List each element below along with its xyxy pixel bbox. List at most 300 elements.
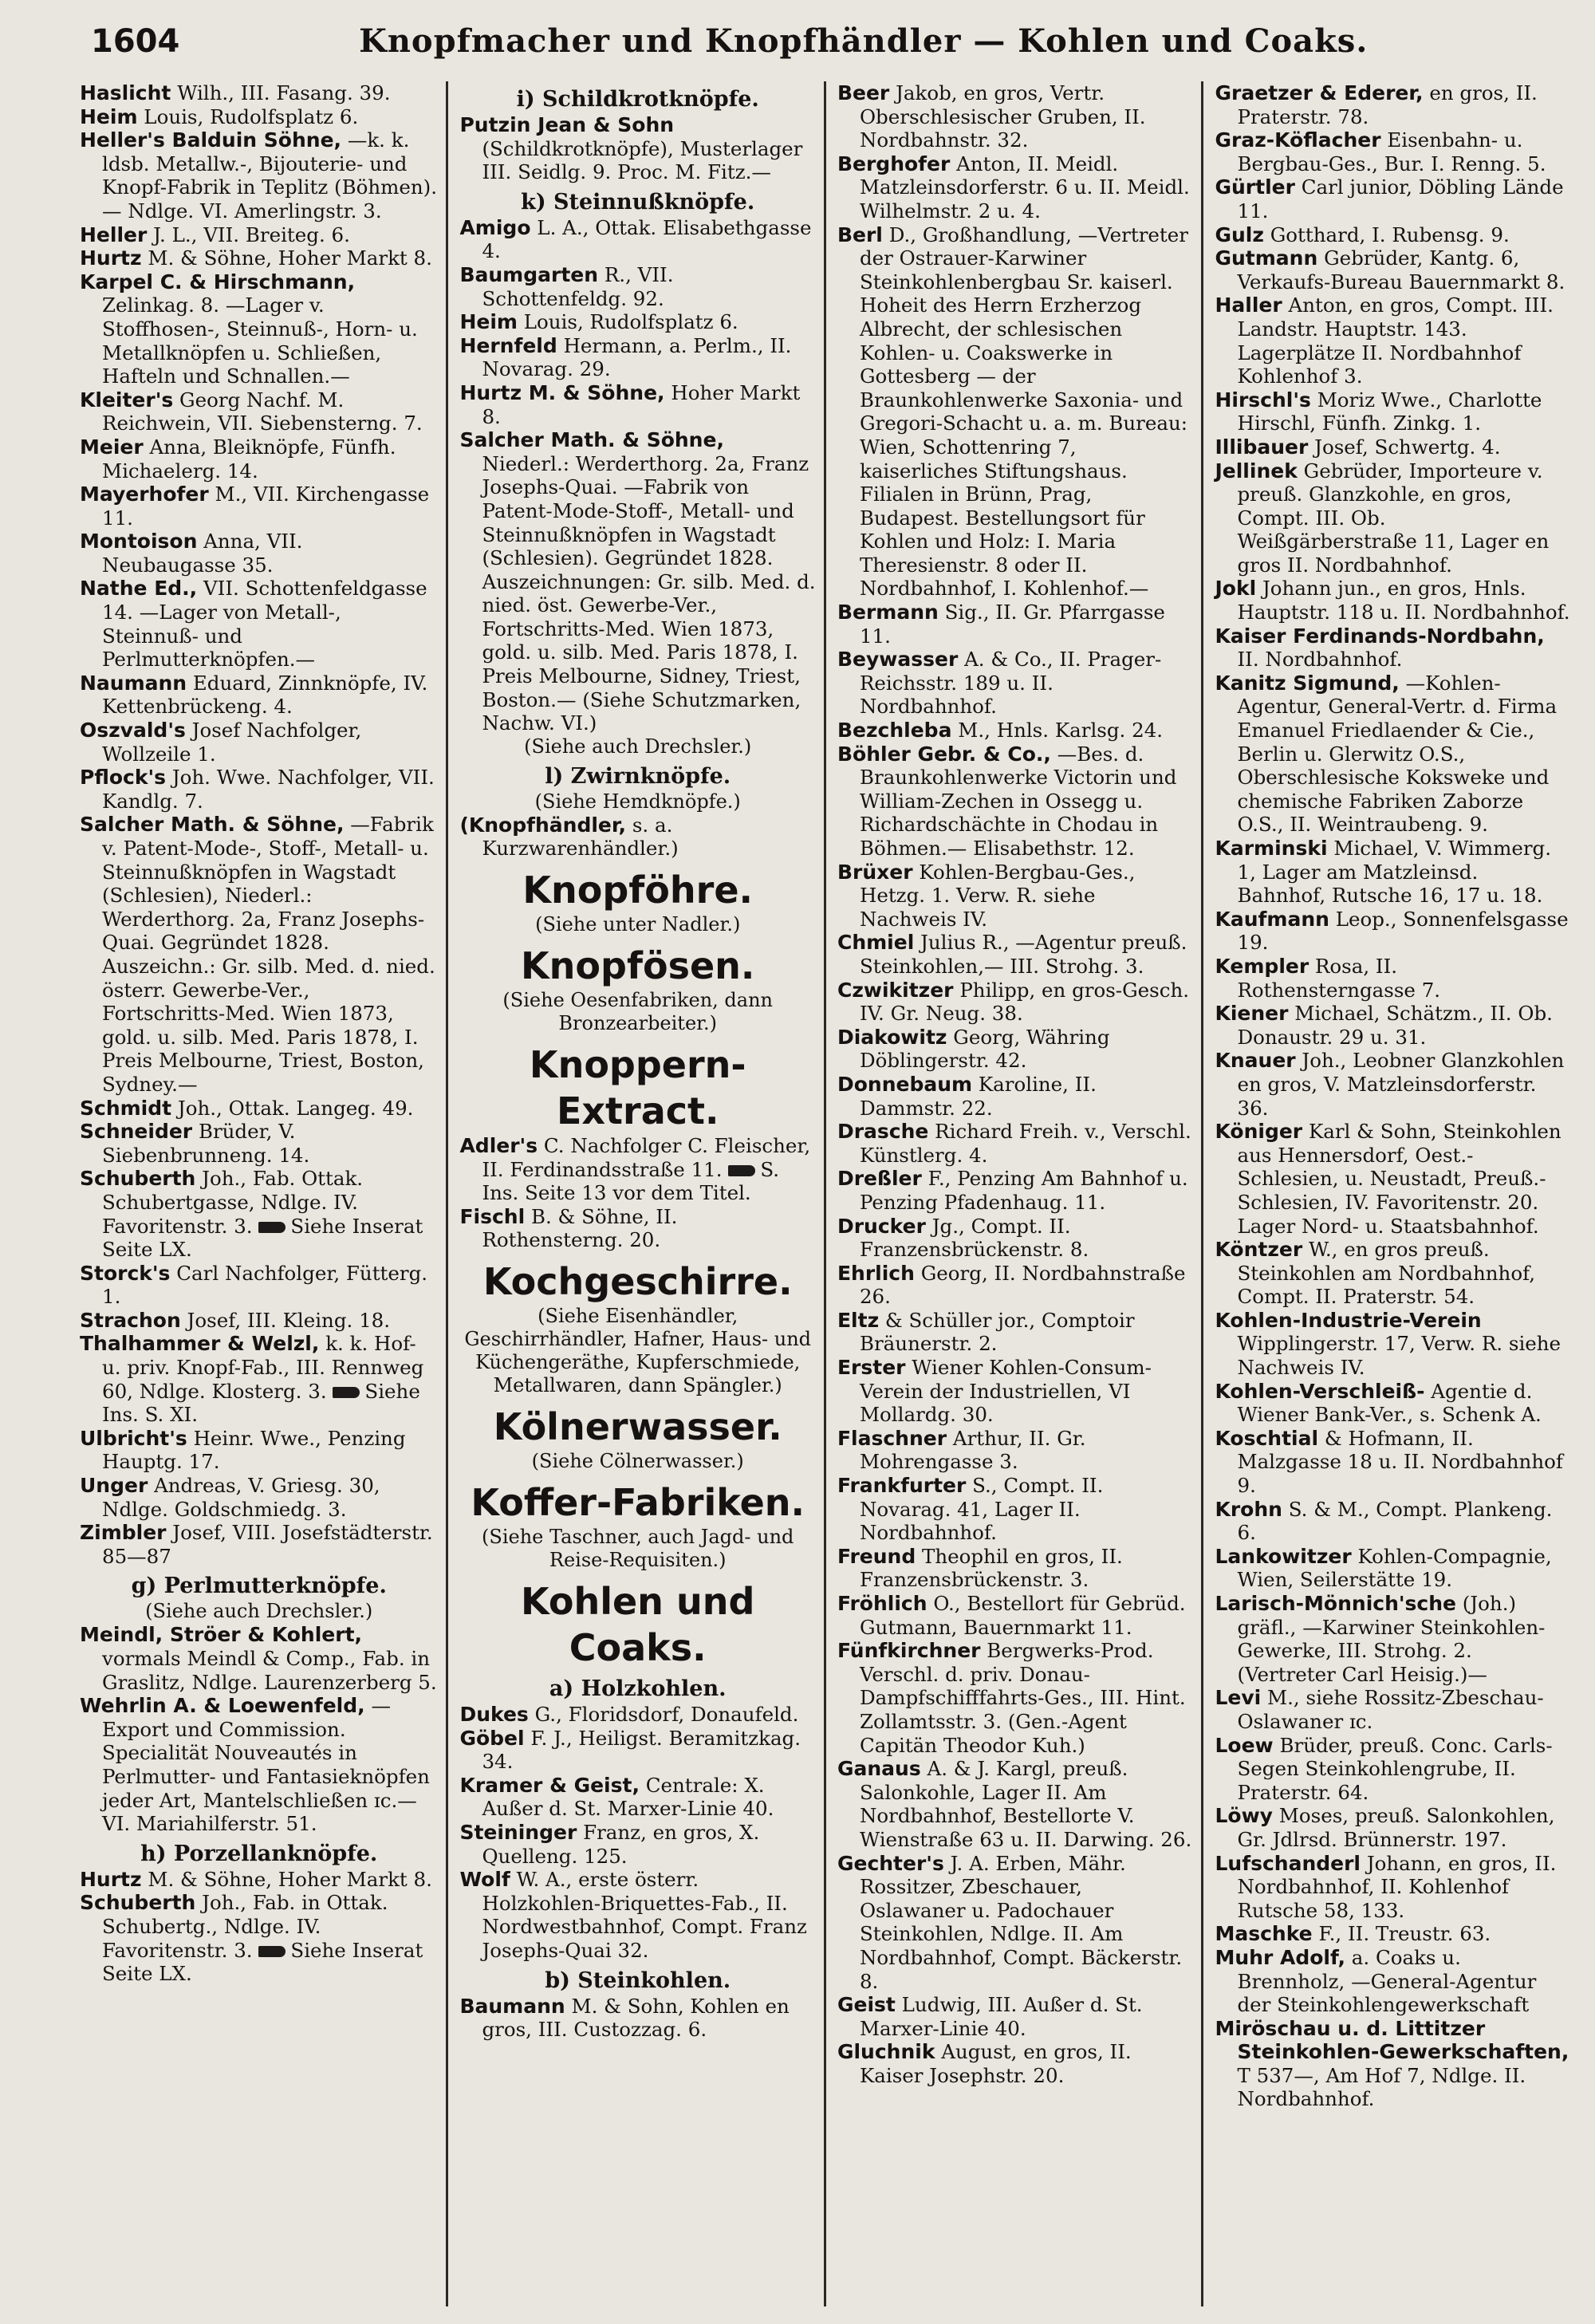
entry-text: a. Coaks u. Brennholz, —General-Agentur der Steinkohlengewerkschaft: [1237, 1945, 1537, 2017]
directory-entry: [1215, 1686, 1571, 1733]
entry-name: Muhr Adolf,: [1215, 1945, 1345, 1969]
directory-entry: [459, 1134, 816, 1205]
entry-text: Wilh., III. Fasang. 39.: [177, 81, 391, 104]
directory-entry: [1215, 388, 1571, 435]
entry-text: A. & J. Kargl, preuß. Salonkohle, Lager II. Am Nordbahnhof, Bestellorte V. Wienstraße 63 u. II. Darwing. 26.: [859, 1757, 1192, 1851]
entry-text: Kohlen-Compagnie, Wien, Seilerstätte 19.: [1237, 1544, 1552, 1592]
directory-entry: [837, 1852, 1194, 1994]
directory-entry: [837, 648, 1194, 719]
directory-entry: [80, 246, 438, 270]
directory-entry: [80, 128, 438, 223]
cross-reference-note: (Siehe Eisenhändler, Geschirrhändler, Hafner, Haus- und Küchengeräthe, Kupferschmiede, Metallwaren, dann Spängler.): [464, 1305, 812, 1396]
entry-text: Georg Nachf. M. Reichwein, VII. Siebensterng. 7.: [102, 388, 423, 435]
entry-text: Brüder, preuß. Conc. Carls-Segen Steinkohlengrube, II. Praterstr. 64.: [1237, 1733, 1553, 1804]
subsection-heading: a) Holzkohlen.: [549, 1676, 727, 1701]
entry-name: Heller: [80, 223, 148, 246]
directory-entry: [1215, 128, 1571, 175]
entry-name: Löwy: [1215, 1804, 1273, 1828]
cross-reference-note: (Siehe unter Nadler.): [535, 913, 741, 936]
entry-text: —Fabrik v. Patent-Mode-, Stoff-, Metall- u. Steinnußknöpfen in Wagstadt (Schlesien), Niederl.: Werderthorg. 2a, Franz Josephs-Quai. Gegründet 1828. Auszeichn.: Gr. silb. Med. d. nied. österr. Gewerbe-Ver., Fortschritts-Med. Wien 1873, gold. u. silb. Med. Paris 1878, I. Preis Melbourne, Triest, Boston, Sydney.—: [102, 813, 435, 1096]
entry-name: Putzin Jean & Sohn: [459, 113, 675, 136]
entry-text: Wipplingerstr. 17, Verw. R. siehe Nachweis IV.: [1237, 1332, 1562, 1380]
directory-entry: [459, 1868, 816, 1962]
column-2: [446, 81, 824, 2306]
entry-name: Brüxer: [837, 860, 913, 884]
entry-text: Brüder, V. Siebenbrunneng. 14.: [102, 1120, 310, 1167]
directory-entry: [1215, 1380, 1571, 1427]
entry-text: Gebrüder, Kantg. 6, Verkaufs-Bureau Bauernmarkt 8.: [1237, 246, 1565, 293]
entry-text: —Bes. d. Braunkohlenwerke Victorin und William-Zechen in Ossegg u. Richardschächte in Chodau in Böhmen.— Elisabethstr. 12.: [859, 742, 1177, 860]
entry-name: (Knopfhändler,: [459, 813, 627, 837]
entry-text: Leop., Sonnenfelsgasse 19.: [1237, 907, 1569, 955]
entry-name: Bezchleba: [837, 719, 952, 742]
entry-name: Bermann: [837, 601, 939, 624]
entry-name: Steininger: [459, 1820, 577, 1844]
entry-name: Heim: [80, 104, 138, 128]
entry-text: (Joh.) gräfl., —Karwiner Steinkohlen-Gewerke, III. Strohg. 2. (Vertreter Carl Heisig.)—: [1237, 1592, 1546, 1686]
pointing-hand-icon: [333, 1387, 360, 1398]
directory-entry: [80, 1262, 438, 1309]
directory-entry: [80, 483, 438, 530]
entry-name: Thalhammer & Welzl,: [80, 1332, 320, 1356]
entry-text: Richard Freih. v., Verschl. Künstlerg. 4.: [859, 1120, 1191, 1167]
directory-entry: [1215, 1922, 1571, 1946]
directory-entry: [1215, 1852, 1571, 1923]
entry-name: Zimbler: [80, 1521, 167, 1545]
entry-name: Karminski: [1215, 837, 1328, 860]
directory-entry: [1215, 246, 1571, 293]
entry-text: Josef Nachfolger, Wollzeile 1.: [102, 719, 362, 766]
entry-name: Kempler: [1215, 954, 1309, 978]
subsection-heading: b) Steinkohlen.: [545, 1968, 731, 1993]
entry-text: C. Nachfolger C. Fleischer, II. Ferdinandsstraße 11.: [482, 1134, 811, 1181]
entry-name: Kaiser Ferdinands-Nordbahn,: [1215, 624, 1545, 648]
entry-name: Dreßler: [837, 1167, 922, 1191]
entry-text: Louis, Rudolfsplatz 6.: [144, 104, 359, 128]
entry-text: S., Compt. II. Novarag. 41, Lager II. Nordbahnhof.: [859, 1474, 1104, 1545]
page-header: [37, 22, 1579, 81]
directory-entry: [837, 1026, 1194, 1073]
entry-text: Michael, V. Wimmerg. 1, Lager am Matzleinsd. Bahnhof, Rutsche 16, 17 u. 18.: [1237, 837, 1552, 908]
column-1: [69, 81, 446, 2306]
entry-name: Kaufmann: [1215, 907, 1329, 931]
entry-name: Baumgarten: [459, 262, 599, 286]
entry-text: Joh., Ottak. Langeg. 49.: [177, 1096, 414, 1120]
directory-entry: [80, 672, 438, 719]
entry-name: Amigo: [459, 215, 531, 239]
entry-text: Joh., Fab. in Ottak. Schubertg., Ndlge. IV. Favoritenstr. 3.: [102, 1891, 388, 1962]
entry-text: Georg, II. Nordbahnstraße 26.: [859, 1261, 1186, 1309]
directory-entry: [1215, 1498, 1571, 1545]
directory-entry: [1215, 1946, 1571, 2017]
directory-entry: [1215, 175, 1571, 223]
directory-entry: [837, 1639, 1194, 1757]
entry-name: Ulbricht's: [80, 1426, 187, 1450]
entry-text: Joh., Leobner Glanzkohlen en gros, V. Matzleinsdorferstr. 36.: [1237, 1049, 1565, 1120]
entry-text: Anton, en gros, Compt. III. Landstr. Hauptstr. 143. Lagerplätze II. Nordbahnhof Kohlenhof 3.: [1237, 293, 1554, 388]
entry-text: —k. k. ldsb. Metallw.-, Bijouterie- und Knopf-Fabrik in Teplitz (Böhmen).— Ndlge. VI. Amerlingstr. 3.: [102, 128, 437, 223]
entry-text: & Schüller jor., Comptoir Bräunerstr. 2.: [859, 1308, 1135, 1356]
directory-entry: [80, 1097, 438, 1121]
directory-entry: [459, 113, 816, 184]
entry-text: Joh., Fab. Ottak. Schubertgasse, Ndlge. IV. Favoritenstr. 3.: [102, 1167, 364, 1238]
entry-name: Kiener: [1215, 1002, 1289, 1026]
directory-entry: [80, 530, 438, 577]
entry-text: J. A. Erben, Mähr. Rossitzer, Zbeschauer, Oslawaner u. Padochauer Steinkohlen, Ndlge. II. Am Nordbahnhof, Compt. Bäckerstr. 8.: [859, 1851, 1183, 1993]
directory-entry: [1215, 223, 1571, 247]
entry-name: Ganaus: [837, 1757, 921, 1781]
directory-entry: [80, 719, 438, 766]
directory-entry: [837, 1993, 1194, 2040]
entry-name: Schneider: [80, 1120, 193, 1144]
directory-entry: [80, 1332, 438, 1426]
entry-name: Haller: [1215, 293, 1282, 317]
entry-text: Johann, en gros, II. Nordbahnhof, II. Kohlenhof Rutsche 58, 133.: [1237, 1851, 1557, 1922]
entry-name: Ehrlich: [837, 1261, 915, 1285]
entry-name: Heim: [459, 310, 518, 334]
pointing-hand-icon: [258, 1222, 286, 1233]
entry-name: Gutmann: [1215, 246, 1318, 270]
directory-entry: [1215, 837, 1571, 908]
entry-name: Wolf: [459, 1868, 510, 1892]
entry-name: Hurtz: [80, 1867, 142, 1891]
entry-name: Jokl: [1215, 577, 1257, 601]
entry-reference: S. Ins. Seite 13 vor dem Titel.: [482, 1157, 780, 1205]
entry-text: Johann jun., en gros, Hnls. Hauptstr. 118 u. II. Nordbahnhof.: [1237, 577, 1570, 624]
entry-text: M., Hnls. Karlsg. 24.: [958, 719, 1164, 742]
directory-entry: [1215, 577, 1571, 624]
directory-entry: [1215, 293, 1571, 388]
directory-entry: [459, 1727, 816, 1774]
entry-name: Kohlen-Industrie-Verein: [1215, 1308, 1482, 1332]
entry-name: Meindl, Ströer & Kohlert,: [80, 1623, 363, 1647]
entry-name: Flaschner: [837, 1426, 947, 1450]
entry-name: Schmidt: [80, 1096, 172, 1120]
entry-text: Joh. Wwe. Nachfolger, VII. Kandlg. 7.: [102, 766, 435, 813]
entry-name: Berl: [837, 223, 883, 246]
directory-entry: [837, 1167, 1194, 1214]
directory-entry: [80, 223, 438, 247]
entry-text: B. & Söhne, II. Rothensterng. 20.: [482, 1204, 678, 1252]
directory-entry: [459, 1821, 816, 1868]
page-number: 1604: [91, 23, 180, 60]
directory-entry: [459, 813, 816, 861]
entry-text: Zelinkag. 8. —Lager v. Stoffhosen-, Steinnuß-, Horn- u. Metallknöpfen u. Schließen, Hafteln und Schnallen.—: [102, 293, 418, 388]
entry-text: —Export und Commission. Specialität Nouveautés in Perlmutter- und Fantasieknöpfen jeder Art, Mantelschließen ɪc.— VI. Mariahilferstr. 51.: [102, 1694, 430, 1836]
cross-reference-note: (Siehe auch Drechsler.): [524, 735, 752, 758]
entry-name: Mayerhofer: [80, 483, 209, 506]
entry-text: Moriz Wwe., Charlotte Hirschl, Fünfh. Zinkg. 1.: [1237, 388, 1542, 435]
entry-name: Wehrlin A. & Loewenfeld,: [80, 1694, 365, 1718]
pointing-hand-icon: [728, 1165, 755, 1176]
cross-reference-note: (Siehe Oesenfabriken, dann Bronzearbeiter.): [502, 989, 773, 1035]
entry-text: Anna, VII. Neubaugasse 35.: [102, 530, 303, 577]
entry-text: VII. Schottenfeldgasse 14. —Lager von Metall-, Steinnuß- und Perlmutterknöpfen.—: [102, 577, 427, 672]
entry-text: Julius R., —Agentur preuß. Steinkohlen,— III. Strohg. 3.: [859, 931, 1187, 978]
directory-entry: [1215, 1120, 1571, 1238]
directory-entry: [837, 1120, 1194, 1167]
entry-text: Jg., Compt. II. Franzensbrückenstr. 8.: [859, 1214, 1089, 1262]
directory-entry: [80, 1623, 438, 1694]
entry-name: Kramer & Geist,: [459, 1773, 640, 1797]
subsection-heading: k) Steinnußknöpfe.: [521, 189, 755, 215]
directory-entry: [837, 1592, 1194, 1639]
entry-text: —Kohlen-Agentur, General-Vertr. d. Firma Emanuel Friedlaender & Cie., Berlin u. Glerwitz O.S., Oberschlesische Koksweke und chemische Fabriken Zaborze O.S., II. Weintraubeng. 9.: [1237, 671, 1558, 837]
entry-name: Kanitz Sigmund,: [1215, 671, 1400, 695]
entry-name: Loew: [1215, 1733, 1274, 1757]
section-heading: Kölnerwasser.: [493, 1405, 782, 1448]
directory-entry: [837, 979, 1194, 1026]
directory-entry: [1215, 435, 1571, 459]
entry-name: Dukes: [459, 1703, 529, 1726]
directory-entry: [1215, 1804, 1571, 1851]
entry-text: M., siehe Rossitz-Zbeschau-Oslawaner ɪc.: [1237, 1686, 1544, 1733]
directory-entry: [80, 1694, 438, 1836]
running-title: Knopfmacher und Knopfhändler — Kohlen und Coaks.: [359, 22, 1369, 60]
entry-name: Strachon: [80, 1308, 181, 1332]
entry-text: & Hofmann, II. Malzgasse 18 u. II. Nordbahnhof 9.: [1237, 1426, 1563, 1498]
entry-name: Czwikitzer: [837, 978, 954, 1002]
entry-text: Michael, Schätzm., II. Ob. Donaustr. 29 u. 31.: [1237, 1002, 1553, 1049]
entry-text: Karl & Sohn, Steinkohlen aus Hennersdorf, Oest.-Schlesien, u. Neustadt, Preuß.-Schlesien, IV. Favoritenstr. 20. Lager Nord- u. Staatsbahnhof.: [1237, 1120, 1562, 1238]
cross-reference-note: (Siehe Taschner, auch Jagd- und Reise-Requisiten.): [482, 1526, 794, 1571]
entry-name: Salcher Math. & Söhne,: [459, 428, 724, 452]
entry-name: Berghofer: [837, 152, 951, 175]
entry-name: Levi: [1215, 1686, 1262, 1710]
directory-entry: [1215, 81, 1571, 128]
entry-name: Hurtz: [80, 246, 142, 270]
entry-text: W., en gros preuß. Steinkohlen am Nordbahnhof, Compt. II. Praterstr. 54.: [1237, 1238, 1536, 1309]
directory-entry: [1215, 908, 1571, 955]
cross-reference-note: (Siehe auch Drechsler.): [145, 1600, 373, 1623]
entry-text: Josef, Schwertg. 4.: [1314, 435, 1501, 459]
entry-name: Donnebaum: [837, 1072, 973, 1096]
entry-name: Graz-Köflacher: [1215, 128, 1381, 152]
directory-entry: [837, 152, 1194, 223]
entry-text: vormals Meindl & Comp., Fab. in Graslitz, Ndlge. Laurenzerberg 5.: [102, 1647, 437, 1694]
entry-text: F., II. Treustr. 63.: [1318, 1922, 1491, 1946]
entry-name: Köntzer: [1215, 1238, 1303, 1262]
entry-text: Karoline, II. Dammstr. 22.: [859, 1072, 1097, 1120]
entry-text: Sig., II. Gr. Pfarrgasse 11.: [859, 601, 1165, 648]
entry-name: Karpel C. & Hirschmann,: [80, 270, 356, 293]
entry-name: Drasche: [837, 1120, 929, 1144]
entry-text: Niederl.: Werderthorg. 2a, Franz Josephs-Quai. —Fabrik von Patent-Mode-Stoff-, Metall- und Steinnußknöpfen in Wagstadt (Schlesien). Gegründet 1828. Auszeichnungen: Gr. silb. Med. d. nied. öst. Gewerbe-Ver., Fortschritts-Med. Wien 1873, gold. u. silb. Med. Paris 1878, I. Preis Melbourne, Sidney, Triest, Boston.— (Siehe Schutzmarken, Nachw. VI.): [482, 451, 816, 735]
entry-text: en gros, II. Praterstr. 78.: [1237, 81, 1538, 128]
entry-text: Eisenbahn- u. Bergbau-Ges., Bur. I. Renng. 5.: [1237, 128, 1546, 175]
directory-entry: [459, 1703, 816, 1727]
directory-entry: [459, 1774, 816, 1821]
entry-name: Chmiel: [837, 931, 915, 955]
directory-entry: [837, 1262, 1194, 1309]
directory-entry: [837, 1356, 1194, 1427]
entry-text: Carl Nachfolger, Fütterg. 1.: [102, 1261, 428, 1309]
entry-text: F., Penzing Am Bahnhof u. Penzing Pfadenhaug. 11.: [859, 1167, 1188, 1214]
entry-name: Diakowitz: [837, 1025, 947, 1049]
directory-entry: [837, 601, 1194, 648]
entry-name: Göbel: [459, 1726, 525, 1750]
entry-name: Frankfurter: [837, 1474, 967, 1498]
directory-entry: [80, 1521, 438, 1568]
entry-name: Königer: [1215, 1120, 1303, 1144]
entry-text: O., Bestellort für Gebrüd. Gutmann, Bauernmarkt 11.: [859, 1592, 1186, 1639]
directory-entry: [80, 81, 438, 105]
entry-name: Hirschl's: [1215, 388, 1311, 412]
directory-entry: [80, 1474, 438, 1521]
directory-entry: [837, 719, 1194, 742]
entry-text: D., Großhandlung, —Vertreter der Ostrauer-Karwiner Steinkohlenbergbau Sr. kaiserl. Hoheit des Herrn Erzherzog Albrecht, der schlesischen Kohlen- u. Coakswerke in Gottesberg — der Braunkohlenwerke Saxonia- und Gregori-Schacht u. a. m. Bureau: Wien, Schottenring 7, kaiserliches Stiftungshaus. Filialen in Brünn, Prag, Budapest. Bestellungsort für Kohlen und Holz: I. Maria Theresienstr. 8 oder II. Nordbahnhof, I. Kohlenhof.—: [859, 223, 1188, 601]
entry-name: Hurtz M. & Söhne,: [459, 380, 665, 404]
column-3: [824, 81, 1202, 2306]
entry-name: Beer: [837, 81, 890, 104]
entry-name: Freund: [837, 1544, 916, 1568]
entry-name: Adler's: [459, 1134, 538, 1158]
entry-name: Storck's: [80, 1261, 171, 1285]
entry-text: Gotthard, I. Rubensg. 9.: [1270, 223, 1510, 246]
entry-text: M. & Söhne, Hoher Markt 8.: [148, 246, 432, 270]
entry-name: Gulz: [1215, 223, 1264, 246]
entry-name: Schuberth: [80, 1891, 196, 1915]
section-heading: Knopföhre.: [522, 869, 754, 912]
entry-reference: Siehe Inserat Seite LX.: [102, 1214, 423, 1262]
entry-text: II. Nordbahnhof.: [1237, 648, 1403, 672]
entry-text: Wiener Kohlen-Consum-Verein der Industriellen, VI Mollardg. 30.: [859, 1356, 1152, 1427]
section-heading: Knopfösen.: [521, 944, 755, 988]
directory-entry: [1215, 1734, 1571, 1805]
directory-entry: [80, 388, 438, 435]
entry-text: M. & Sohn, Kohlen en gros, III. Custozzag. 6.: [482, 1994, 790, 2042]
directory-entry: [1215, 2017, 1571, 2111]
entry-text: Centrale: X. Außer d. St. Marxer-Linie 40.: [482, 1773, 774, 1821]
directory-entry: [459, 263, 816, 310]
directory-entry: [459, 334, 816, 381]
entry-text: R., VII. Schottenfeldg. 92.: [482, 262, 674, 310]
directory-entry: [80, 1309, 438, 1333]
entry-name: Fischl: [459, 1204, 526, 1228]
entry-text: T 537—, Am Hof 7, Ndlge. II. Nordbahnhof.: [1237, 2063, 1526, 2111]
entry-text: W. A., erste österr. Holzkohlen-Briquettes-Fab., II. Nordwestbahnhof, Compt. Franz Josephs-Quai 32.: [482, 1868, 807, 1962]
entry-text: Georg, Währing Döblingerstr. 42.: [859, 1025, 1110, 1073]
entry-name: Böhler Gebr. & Co.,: [837, 742, 1051, 766]
entry-text: M., VII. Kirchengasse 11.: [102, 483, 430, 530]
directory-entry: [1215, 1309, 1571, 1380]
directory-entry: [837, 1545, 1194, 1592]
entry-text: Gebrüder, Importeure v. preuß. Glanzkohle, en gros, Compt. III. Ob. Weißgärberstraße 11, Lager en gros II. Nordbahnhof.: [1237, 459, 1550, 577]
entry-name: Haslicht: [80, 81, 171, 104]
column-4: [1201, 81, 1579, 2306]
directory-entry: [837, 1073, 1194, 1120]
entry-name: Beywasser: [837, 648, 959, 672]
directory-entry: [1215, 1049, 1571, 1120]
entry-text: Rosa, II. Rothensterngasse 7.: [1237, 954, 1441, 1002]
directory-entry: [837, 1427, 1194, 1474]
pointing-hand-icon: [258, 1946, 286, 1957]
directory-entry: [837, 742, 1194, 861]
section-heading: Kochgeschirre.: [482, 1260, 793, 1303]
entry-text: Moses, preuß. Salonkohlen, Gr. Jdlrsd. Brünnerstr. 197.: [1237, 1804, 1555, 1851]
directory-entry: [1215, 1545, 1571, 1592]
subsection-heading: g) Perlmutterknöpfe.: [131, 1574, 387, 1599]
directory-entry: [1215, 955, 1571, 1002]
entry-name: Nathe Ed.,: [80, 577, 198, 601]
entry-name: Koschtial: [1215, 1426, 1319, 1450]
directory-entry: [80, 766, 438, 813]
entry-name: Kleiter's: [80, 388, 174, 412]
subsection-heading: i) Schildkrotknöpfe.: [516, 87, 759, 112]
directory-entry: [837, 861, 1194, 932]
cross-reference-note: (Siehe Cölnerwasser.): [531, 1450, 744, 1472]
directory-entry: [1215, 1592, 1571, 1686]
directory-entry: [80, 1167, 438, 1261]
entry-text: (Schildkrotknöpfe), Musterlager III. Seidlg. 9. Proc. M. Fitz.—: [482, 136, 803, 184]
directory-entry: [80, 270, 438, 388]
entry-text: Hoher Markt 8.: [482, 380, 801, 428]
entry-name: Montoison: [80, 530, 198, 553]
directory-entry: [1215, 459, 1571, 577]
directory-entry: [837, 1757, 1194, 1851]
entry-text: A. & Co., II. Prager-Reichsstr. 189 u. II. Nordbahnhof.: [859, 648, 1162, 719]
directory-entry: [837, 1309, 1194, 1356]
entry-text: Eduard, Zinnknöpfe, IV. Kettenbrückeng. 4.: [102, 671, 428, 719]
directory-entry: [80, 105, 438, 129]
directory-entry: [80, 813, 438, 1096]
directory-entry: [1215, 1238, 1571, 1309]
entry-text: Arthur, II. Gr. Mohrengasse 3.: [859, 1426, 1086, 1474]
entry-name: Jellinek: [1215, 459, 1298, 483]
entry-text: s. a. Kurzwarenhändler.): [482, 813, 679, 861]
entry-text: Jakob, en gros, Vertr. Oberschlesischer Gruben, II. Nordbahnstr. 32.: [859, 81, 1146, 152]
section-heading: Kohlen und Coaks.: [521, 1580, 755, 1669]
entry-text: Anna, Bleiknöpfe, Fünfh. Michaelerg. 14.: [102, 435, 396, 483]
entry-name: Gürtler: [1215, 175, 1295, 199]
entry-name: Oszvald's: [80, 719, 186, 742]
entry-name: Gechter's: [837, 1851, 944, 1875]
cross-reference-note: (Siehe Hemdknöpfe.): [534, 790, 741, 813]
entry-text: August, en gros, II. Kaiser Josephstr. 20.: [859, 2040, 1132, 2087]
directory-entry: [837, 931, 1194, 978]
entry-text: Andreas, V. Griesg. 30, Ndlge. Goldschmiedg. 3.: [102, 1474, 380, 1521]
directory-entry: [837, 2040, 1194, 2087]
section-heading: Knoppern-Extract.: [529, 1043, 746, 1133]
entry-text: Franz, en gros, X. Quelleng. 125.: [482, 1820, 760, 1868]
entry-text: Ludwig, III. Außer d. St. Marxer-Linie 40.: [859, 1993, 1143, 2040]
entry-name: Meier: [80, 435, 144, 459]
entry-text: Kohlen-Bergbau-Ges., Hetzg. 1. Verw. R. siehe Nachweis IV.: [859, 860, 1136, 931]
entry-name: Eltz: [837, 1308, 880, 1332]
entry-text: M. & Söhne, Hoher Markt 8.: [148, 1867, 432, 1891]
directory-entry: [80, 1868, 438, 1892]
directory-entry: [80, 1891, 438, 1985]
entry-reference: Siehe Inserat Seite LX.: [102, 1938, 423, 1986]
directory-entry: [1215, 624, 1571, 672]
entry-text: S. & M., Compt. Plankeng. 6.: [1237, 1497, 1553, 1545]
entry-name: Unger: [80, 1474, 148, 1498]
entry-name: Heller's Balduin Söhne,: [80, 128, 342, 152]
directory-columns: [37, 81, 1579, 2306]
entry-text: L. A., Ottak. Elisabethgasse 4.: [482, 215, 812, 263]
entry-name: Pflock's: [80, 766, 167, 790]
entry-text: k. k. Hof- u. priv. Knopf-Fab., III. Rennweg 60, Ndlge. Klosterg. 3.: [102, 1332, 424, 1403]
directory-entry: [1215, 1427, 1571, 1498]
directory-entry: [459, 1205, 816, 1252]
entry-text: Heinr. Wwe., Penzing Hauptg. 17.: [102, 1426, 406, 1474]
entry-name: Drucker: [837, 1214, 926, 1238]
entry-name: Fünfkirchner: [837, 1639, 981, 1663]
entry-name: Salcher Math. & Söhne,: [80, 813, 345, 837]
directory-entry: [1215, 1002, 1571, 1049]
subsection-heading: l) Zwirnknöpfe.: [545, 763, 731, 789]
entry-text: Josef, VIII. Josefstädterstr. 85—87: [102, 1521, 433, 1568]
